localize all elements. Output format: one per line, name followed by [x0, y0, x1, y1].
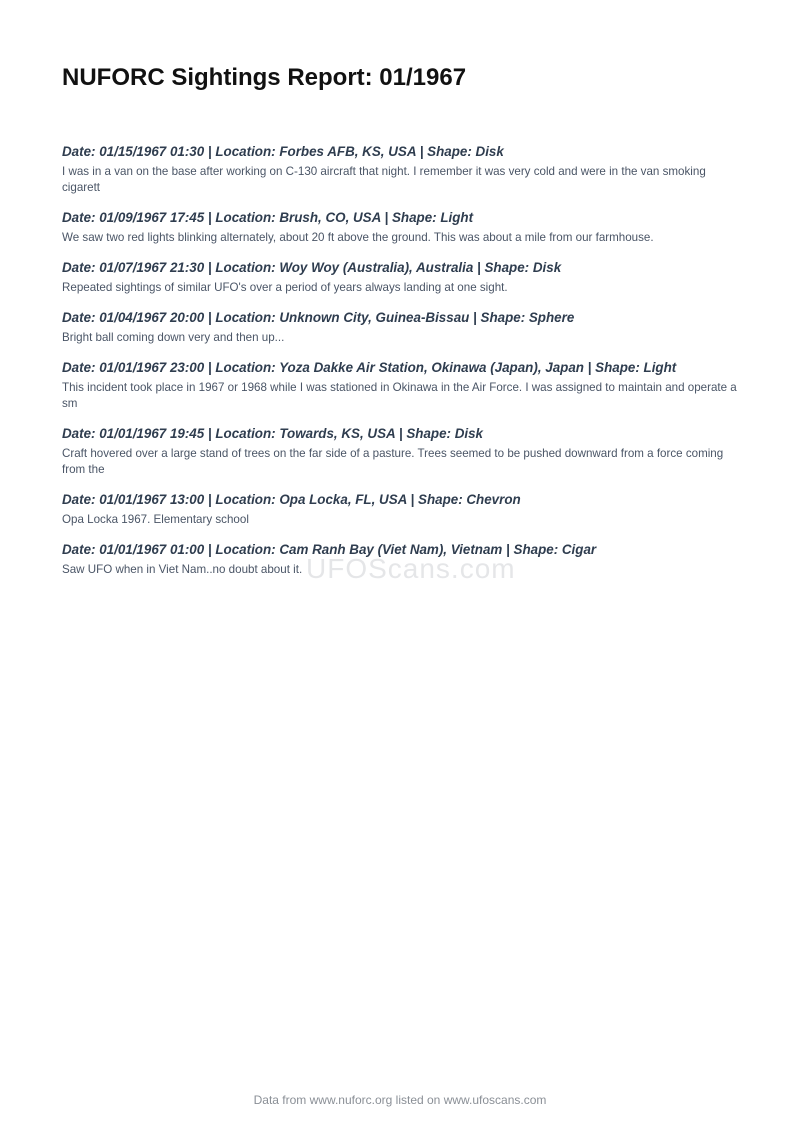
sighting-heading: Date: 01/01/1967 19:45 | Location: Towards, KS, USA | Shape: Disk	[62, 426, 484, 441]
sighting-heading: Date: 01/01/1967 13:00 | Location: Opa Locka, FL, USA | Shape: Chevron	[62, 492, 521, 507]
footer-credit: Data from www.nuforc.org listed on www.ufoscans.com	[253, 1093, 547, 1107]
sighting-description: Opa Locka 1967. Elementary school	[62, 513, 249, 526]
sighting-entry	[62, 541, 742, 578]
sighting-entry	[62, 491, 742, 528]
sighting-heading: Date: 01/01/1967 01:00 | Location: Cam Ranh Bay (Viet Nam), Vietnam | Shape: Cigar	[62, 542, 597, 557]
sighting-description: This incident took place in 1967 or 1968 while I was stationed in Okinawa in the Air Force. I was assigned to maintain and operate a sm	[62, 381, 737, 410]
sighting-heading: Date: 01/04/1967 20:00 | Location: Unknown City, Guinea-Bissau | Shape: Sphere	[62, 310, 575, 325]
sighting-heading: Date: 01/01/1967 23:00 | Location: Yoza Dakke Air Station, Okinawa (Japan), Japan | Shape: Light	[62, 360, 677, 375]
sighting-entry	[62, 143, 742, 196]
sighting-description: Repeated sightings of similar UFO's over a period of years always landing at one sight.	[62, 281, 508, 294]
sighting-description: We saw two red lights blinking alternately, about 20 ft above the ground. This was about a mile from our farmhouse.	[62, 231, 654, 244]
sighting-heading: Date: 01/15/1967 01:30 | Location: Forbes AFB, KS, USA | Shape: Disk	[62, 144, 504, 159]
watermark: UFOScans.com	[306, 553, 516, 584]
sighting-description: Craft hovered over a large stand of trees on the far side of a pasture. Trees seemed to be pushed downward from a force coming from the	[62, 447, 724, 476]
sighting-entry	[62, 425, 742, 478]
sighting-heading: Date: 01/07/1967 21:30 | Location: Woy Woy (Australia), Australia | Shape: Disk	[62, 260, 562, 275]
sightings-list	[62, 143, 742, 591]
sighting-entry	[62, 259, 742, 296]
sighting-entry	[62, 209, 742, 246]
sighting-description: I was in a van on the base after working on C-130 aircraft that night. I remember it was very cold and were in the van smoking cigarett	[62, 165, 706, 194]
sighting-entry	[62, 359, 742, 412]
sighting-heading: Date: 01/09/1967 17:45 | Location: Brush, CO, USA | Shape: Light	[62, 210, 474, 225]
sighting-description: Bright ball coming down very and then up...	[62, 331, 285, 344]
page-title: NUFORC Sightings Report: 01/1967	[62, 64, 467, 91]
sighting-description: Saw UFO when in Viet Nam..no doubt about it.	[62, 563, 303, 576]
sighting-entry	[62, 309, 742, 346]
